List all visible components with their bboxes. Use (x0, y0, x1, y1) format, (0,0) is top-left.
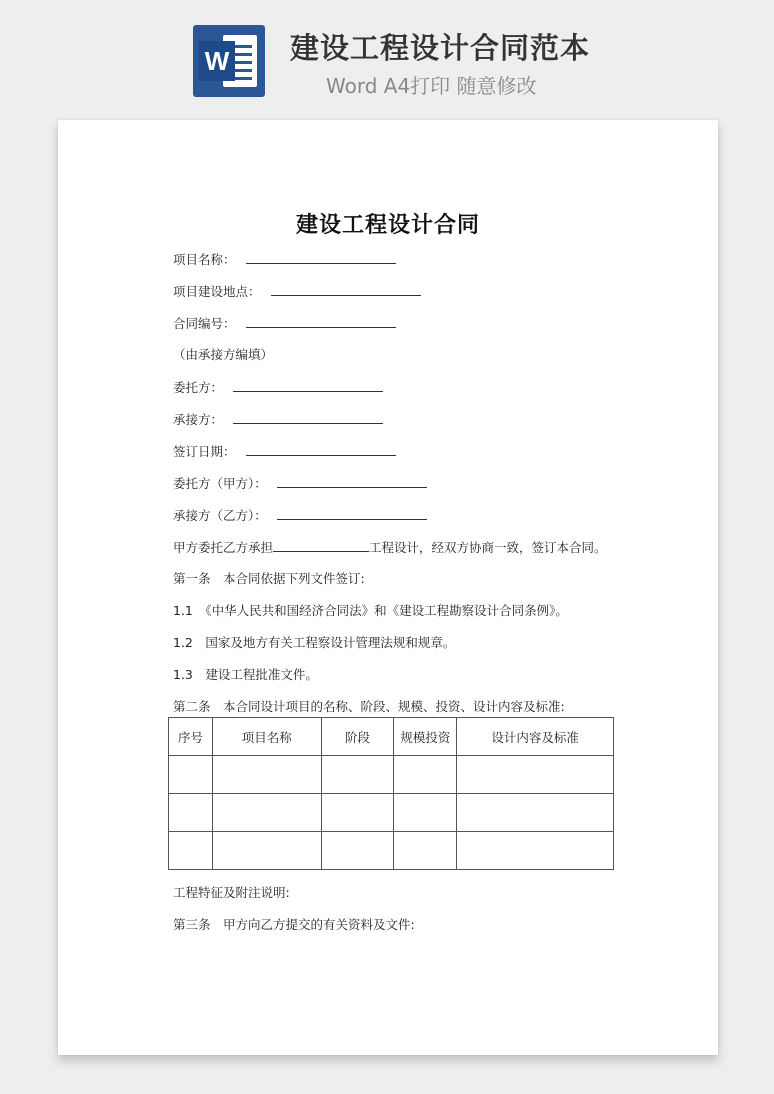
field-label: 合同编号： (173, 316, 236, 331)
article-3: 第三条 甲方向乙方提交的有关资料及文件: (173, 917, 415, 932)
table-cell[interactable] (394, 756, 457, 794)
document-title: 建设工程设计合同 (295, 213, 480, 238)
table-cell[interactable] (321, 756, 394, 794)
header-scale-investment: 规模投资 (394, 718, 457, 756)
table-row (169, 756, 614, 794)
table-cell[interactable] (394, 794, 457, 832)
table-header-row (169, 718, 614, 756)
field-party-a (173, 474, 427, 492)
blank-line (277, 506, 427, 520)
blank-line (233, 378, 383, 392)
banner (0, 0, 774, 110)
blank-line (233, 410, 383, 424)
field-label: 委托方（甲方）： (173, 476, 267, 491)
table-cell[interactable] (457, 832, 614, 870)
clause-1-2: 1.2 国家及地方有关工程察设计管理法规和规章。 (173, 635, 456, 650)
design-items-table (168, 717, 614, 870)
intro-paragraph (173, 538, 607, 556)
banner-title: 建设工程设计合同范本 (290, 31, 591, 65)
clause-1-1: 1.1 《中华人民共和国经济合同法》和《建设工程勘察设计合同条例》。 (173, 603, 568, 618)
banner-subtitle: Word A4打印 随意修改 (326, 74, 537, 98)
field-numbered-by: （由承接方编填） (173, 347, 274, 362)
field-label: 项目建设地点： (173, 284, 261, 299)
field-label: 签订日期： (173, 444, 236, 459)
blank-line (246, 250, 396, 264)
field-label: 委托方： (173, 380, 224, 395)
field-project-name (173, 250, 396, 268)
field-label: 项目名称： (173, 252, 236, 267)
field-project-location (173, 282, 421, 300)
word-icon (193, 25, 265, 97)
table-cell[interactable] (321, 832, 394, 870)
intro-after: 工程设计，经双方协商一致，签订本合同。 (369, 540, 607, 555)
header-design-content: 设计内容及标准 (457, 718, 614, 756)
table-row (169, 794, 614, 832)
table-cell[interactable] (169, 794, 213, 832)
document-page (58, 120, 718, 1055)
blank-line (277, 474, 427, 488)
blank-line (273, 538, 369, 552)
table-row (169, 832, 614, 870)
table-cell[interactable] (169, 756, 213, 794)
field-contractor (173, 410, 383, 428)
field-contract-no (173, 314, 396, 332)
field-label: 承接方： (173, 412, 224, 427)
table-cell[interactable] (169, 832, 213, 870)
table-cell[interactable] (212, 832, 321, 870)
blank-line (246, 314, 396, 328)
table-cell[interactable] (394, 832, 457, 870)
notes-line: 工程特征及附注说明: (173, 885, 290, 900)
word-letter: W (199, 41, 235, 81)
intro-before: 甲方委托乙方承担 (173, 540, 274, 555)
table-cell[interactable] (212, 794, 321, 832)
table-cell[interactable] (321, 794, 394, 832)
blank-line (271, 282, 421, 296)
table-cell[interactable] (212, 756, 321, 794)
field-sign-date (173, 442, 396, 460)
header-stage: 阶段 (321, 718, 394, 756)
clause-1-3: 1.3 建设工程批准文件。 (173, 667, 318, 682)
field-party-b (173, 506, 427, 524)
header-no: 序号 (169, 718, 213, 756)
table-cell[interactable] (457, 756, 614, 794)
article-2: 第二条 本合同设计项目的名称、阶段、规模、投资、设计内容及标准: (173, 699, 565, 714)
table-cell[interactable] (457, 794, 614, 832)
header-project-name: 项目名称 (212, 718, 321, 756)
field-label: 承接方（乙方）： (173, 508, 267, 523)
blank-line (246, 442, 396, 456)
article-1: 第一条 本合同依据下列文件签订: (173, 571, 365, 586)
field-client (173, 378, 383, 396)
